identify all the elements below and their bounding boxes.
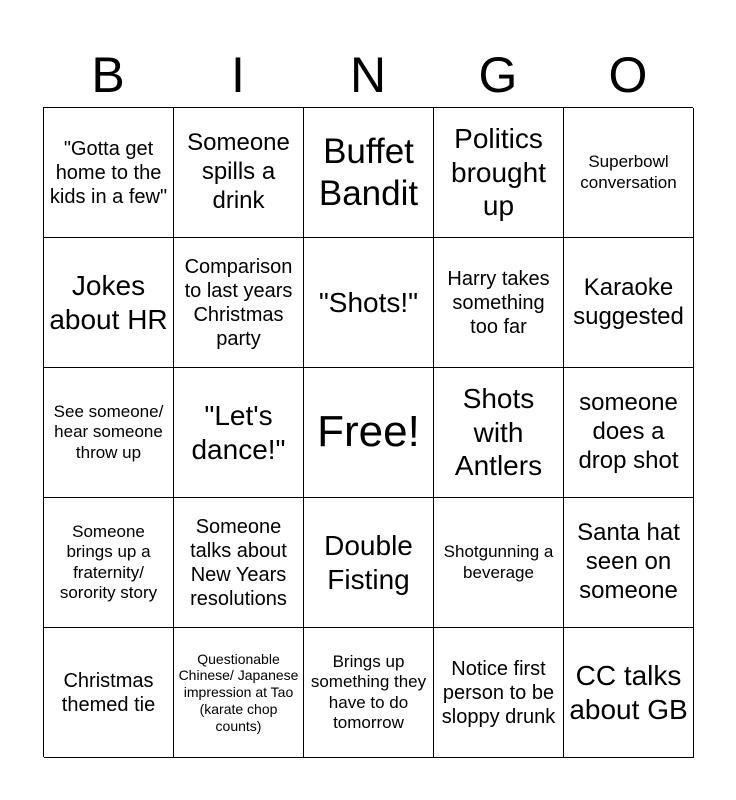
header-letter-n: N: [349, 47, 387, 103]
bingo-cell-r5c5[interactable]: CC talks about GB: [564, 628, 694, 758]
header-letter-b: B: [91, 47, 125, 103]
bingo-cell-r3c5[interactable]: someone does a drop shot: [564, 368, 694, 498]
bingo-cell-r3c1[interactable]: See someone/ hear someone throw up: [44, 368, 174, 498]
bingo-cell-r4c2[interactable]: Someone talks about New Years resolutions: [174, 498, 304, 628]
bingo-cell-free[interactable]: Free!: [304, 368, 434, 498]
bingo-cell-r2c4[interactable]: Harry takes something too far: [434, 238, 564, 368]
bingo-cell-r2c2[interactable]: Comparison to last years Christmas party: [174, 238, 304, 368]
bingo-cell-r4c1[interactable]: Someone brings up a fraternity/ sorority story: [44, 498, 174, 628]
bingo-cell-r5c2[interactable]: Questionable Chinese/ Japanese impression at Tao (karate chop counts): [174, 628, 304, 758]
bingo-cell-r1c5[interactable]: Superbowl conversation: [564, 108, 694, 238]
bingo-cell-r5c4[interactable]: Notice first person to be sloppy drunk: [434, 628, 564, 758]
bingo-cell-r5c3[interactable]: Brings up something they have to do tomorrow: [304, 628, 434, 758]
bingo-cell-r3c2[interactable]: "Let's dance!": [174, 368, 304, 498]
bingo-cell-r4c5[interactable]: Santa hat seen on someone: [564, 498, 694, 628]
bingo-cell-r1c3[interactable]: Buffet Bandit: [304, 108, 434, 238]
bingo-board: [43, 107, 693, 757]
bingo-cell-r4c4[interactable]: Shotgunning a beverage: [434, 498, 564, 628]
bingo-cell-r3c4[interactable]: Shots with Antlers: [434, 368, 564, 498]
header-letter-i: I: [231, 47, 245, 103]
bingo-cell-r4c3[interactable]: Double Fisting: [304, 498, 434, 628]
bingo-cell-r2c3[interactable]: "Shots!": [304, 238, 434, 368]
bingo-cell-r2c5[interactable]: Karaoke suggested: [564, 238, 694, 368]
bingo-cell-r1c2[interactable]: Someone spills a drink: [174, 108, 304, 238]
bingo-cell-r2c1[interactable]: Jokes about HR: [44, 238, 174, 368]
bingo-cell-r5c1[interactable]: Christmas themed tie: [44, 628, 174, 758]
header-letter-g: G: [478, 47, 518, 103]
bingo-header: [43, 45, 693, 105]
header-letter-o: O: [608, 47, 648, 103]
bingo-cell-r1c1[interactable]: "Gotta get home to the kids in a few": [44, 108, 174, 238]
bingo-cell-r1c4[interactable]: Politics brought up: [434, 108, 564, 238]
